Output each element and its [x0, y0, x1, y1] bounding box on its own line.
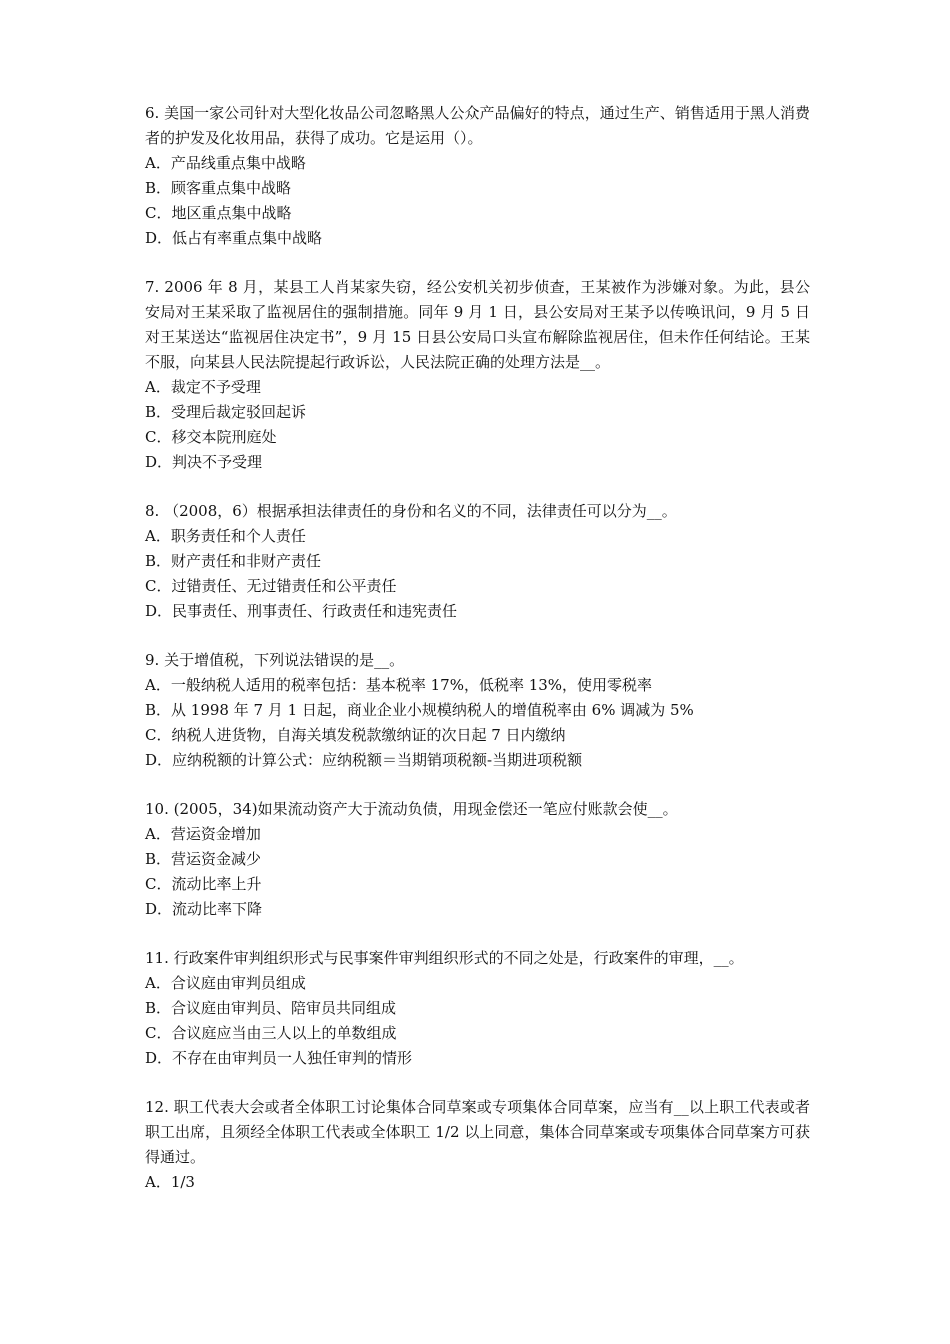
- question-11: [145, 946, 810, 1071]
- option-d: D．判决不予受理: [145, 453, 263, 471]
- option-a: A．产品线重点集中战略: [145, 154, 306, 172]
- option-c: C．流动比率上升: [145, 875, 262, 893]
- option-d: D．民事责任、刑事责任、行政责任和违宪责任: [145, 602, 458, 620]
- question-stem: 8. （2008，6）根据承担法律责任的身份和名义的不同，法律责任可以分为__。: [145, 502, 677, 520]
- option-a: A．裁定不予受理: [145, 378, 261, 396]
- option-c: C．地区重点集中战略: [145, 204, 292, 222]
- question-9: [145, 648, 810, 773]
- option-d: D．低占有率重点集中战略: [145, 229, 323, 247]
- option-b: B．顾客重点集中战略: [145, 179, 292, 197]
- option-d: D．应纳税额的计算公式：应纳税额＝当期销项税额-当期进项税额: [145, 751, 583, 769]
- question-stem: 10. (2005，34)如果流动资产大于流动负债，用现金偿还一笔应付账款会使__。: [145, 800, 678, 818]
- question-stem: 9. 关于增值税，下列说法错误的是__。: [145, 651, 405, 669]
- option-b: B．从 1998 年 7 月 1 日起，商业企业小规模纳税人的增值税率由 6% 调减为 5%: [145, 701, 694, 719]
- option-b: B．营运资金减少: [145, 850, 262, 868]
- question-stem: 7. 2006 年 8 月，某县工人肖某家失窃，经公安机关初步侦查，王某被作为涉嫌对象。为此，县公安局对王某采取了监视居住的强制措施。同年 9 月 1 日，县公安局对王某予以传唤讯问，9 月 5 日对王某送达“监视居住决定书”，9 月 15 日县公安局口头宣布解除监视居住，但未作任何结论。王某不服，向某县人民法院提起行政诉讼，人民法院正确的处理方法是__。: [145, 278, 810, 371]
- option-a: A．一般纳税人适用的税率包括：基本税率 17%，低税率 13%，使用零税率: [145, 676, 653, 694]
- option-d: D．流动比率下降: [145, 900, 263, 918]
- option-a: A．合议庭由审判员组成: [145, 974, 306, 992]
- option-c: C．合议庭应当由三人以上的单数组成: [145, 1024, 397, 1042]
- option-b: B．财产责任和非财产责任: [145, 552, 322, 570]
- question-stem: 12. 职工代表大会或者全体职工讨论集体合同草案或专项集体合同草案，应当有__以上职工代表或者职工出席，且须经全体职工代表或全体职工 1/2 以上同意，集体合同草案或专项集体合同草案方可获得通过。: [145, 1098, 810, 1166]
- question-stem: 11. 行政案件审判组织形式与民事案件审判组织形式的不同之处是，行政案件的审理，__。: [145, 949, 744, 967]
- option-a: A．1/3: [145, 1173, 195, 1191]
- question-stem: 6. 美国一家公司针对大型化妆品公司忽略黑人公众产品偏好的特点，通过生产、销售适用于黑人消费者的护发及化妆用品，获得了成功。它是运用（）。: [145, 104, 810, 147]
- option-d: D．不存在由审判员一人独任审判的情形: [145, 1049, 413, 1067]
- option-c: C．纳税人进货物，自海关填发税款缴纳证的次日起 7 日内缴纳: [145, 726, 566, 744]
- question-7: [145, 275, 810, 475]
- question-8: [145, 499, 810, 624]
- option-c: C．过错责任、无过错责任和公平责任: [145, 577, 397, 595]
- question-list: [145, 101, 810, 1219]
- question-6: [145, 101, 810, 251]
- option-a: A．营运资金增加: [145, 825, 261, 843]
- question-10: [145, 797, 810, 922]
- option-b: B．受理后裁定驳回起诉: [145, 403, 307, 421]
- option-c: C．移交本院刑庭处: [145, 428, 277, 446]
- option-b: B．合议庭由审判员、陪审员共同组成: [145, 999, 397, 1017]
- question-12: [145, 1095, 810, 1195]
- option-a: A．职务责任和个人责任: [145, 527, 306, 545]
